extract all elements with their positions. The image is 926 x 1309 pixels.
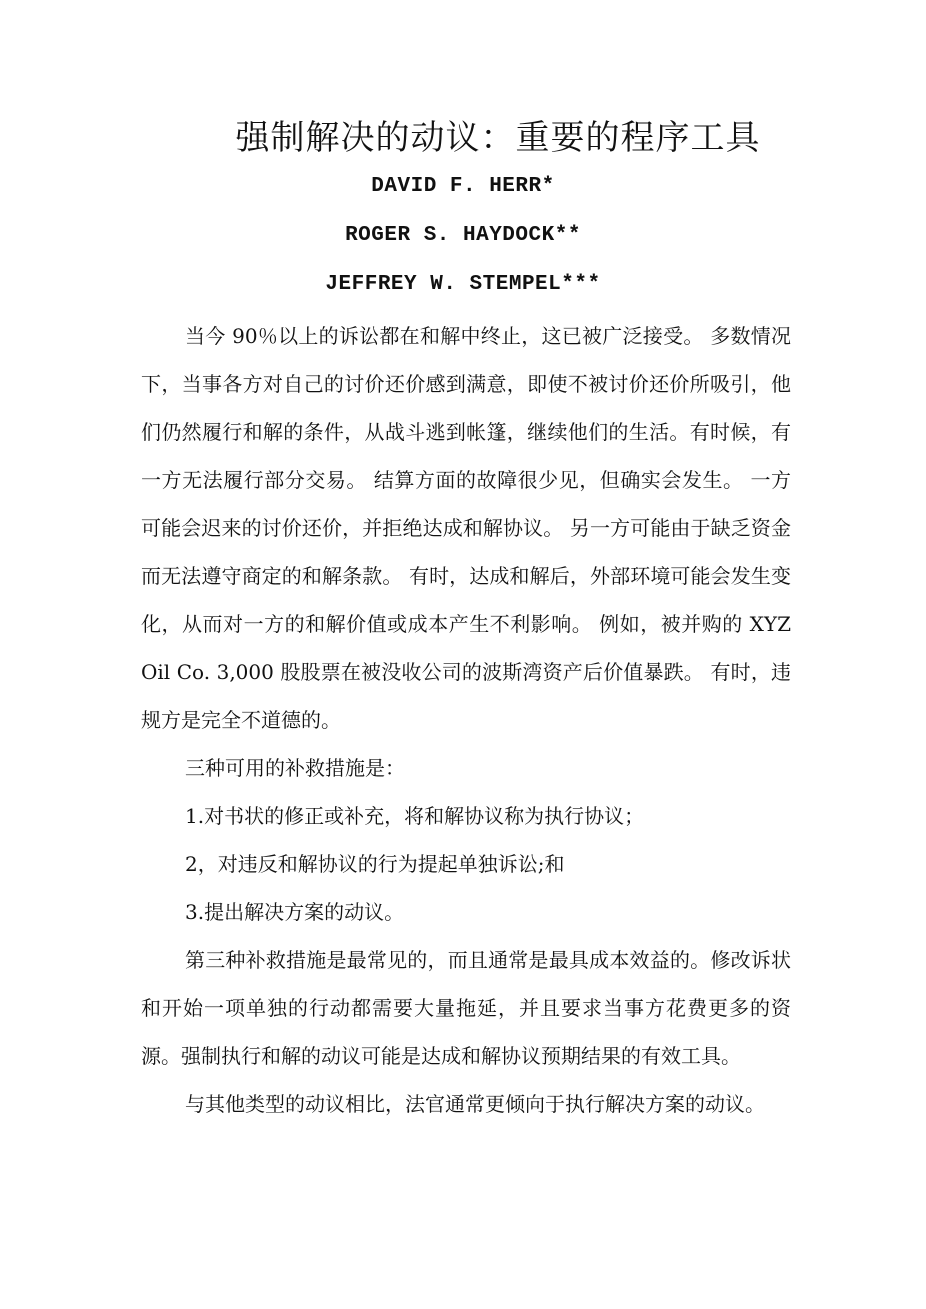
document-title: 强制解决的动议：重要的程序工具 [235, 118, 761, 158]
author-line: DAVID F. HERR* [371, 175, 555, 198]
list-item: 1.对书状的修正或补充，将和解协议称为执行协议； [185, 804, 645, 828]
list-item: 2，对违反和解协议的行为提起单独诉讼;和 [185, 852, 565, 876]
body-paragraph: 与其他类型的动议相比，法官通常更倾向于执行解决方案的动议。 [185, 1092, 765, 1116]
author-line: ROGER S. HAYDOCK** [345, 224, 581, 247]
body-paragraph: 三种可用的补救措施是： [185, 756, 405, 780]
document-body [141, 312, 791, 1128]
body-paragraph: 第三种补救措施是最常见的，而且通常是最具成本效益的。修改诉状和开始一项单独的行动都需要大量拖延，并且要求当事方花费更多的资源。强制执行和解的动议可能是达成和解协议预期结果的有效工具。 [141, 948, 791, 1068]
list-item: 3.提出解决方案的动议。 [185, 900, 405, 924]
body-paragraph: 当今 90％以上的诉讼都在和解中终止，这已被广泛接受。 多数情况下，当事各方对自己的讨价还价感到满意，即使不被讨价还价所吸引，他们仍然履行和解的条件，从战斗逃到帐篷，继续他们的生活。有时候，有一方无法履行部分交易。 结算方面的故障很少见，但确实会发生。 一方可能会迟来的讨价还价，并拒绝达成和解协议。 另一方可能由于缺乏资金而无法遵守商定的和解条款。 有时，达成和解后，外部环境可能会发生变化，从而对一方的和解价值或成本产生不利影响。 例如，被并购的 XYZ Oil Co. 3,000 股股票在被没收公司的波斯湾资产后价值暴跌。 有时，违规方是完全不道德的。 [141, 324, 791, 732]
author-line: JEFFREY W. STEMPEL*** [325, 273, 601, 296]
